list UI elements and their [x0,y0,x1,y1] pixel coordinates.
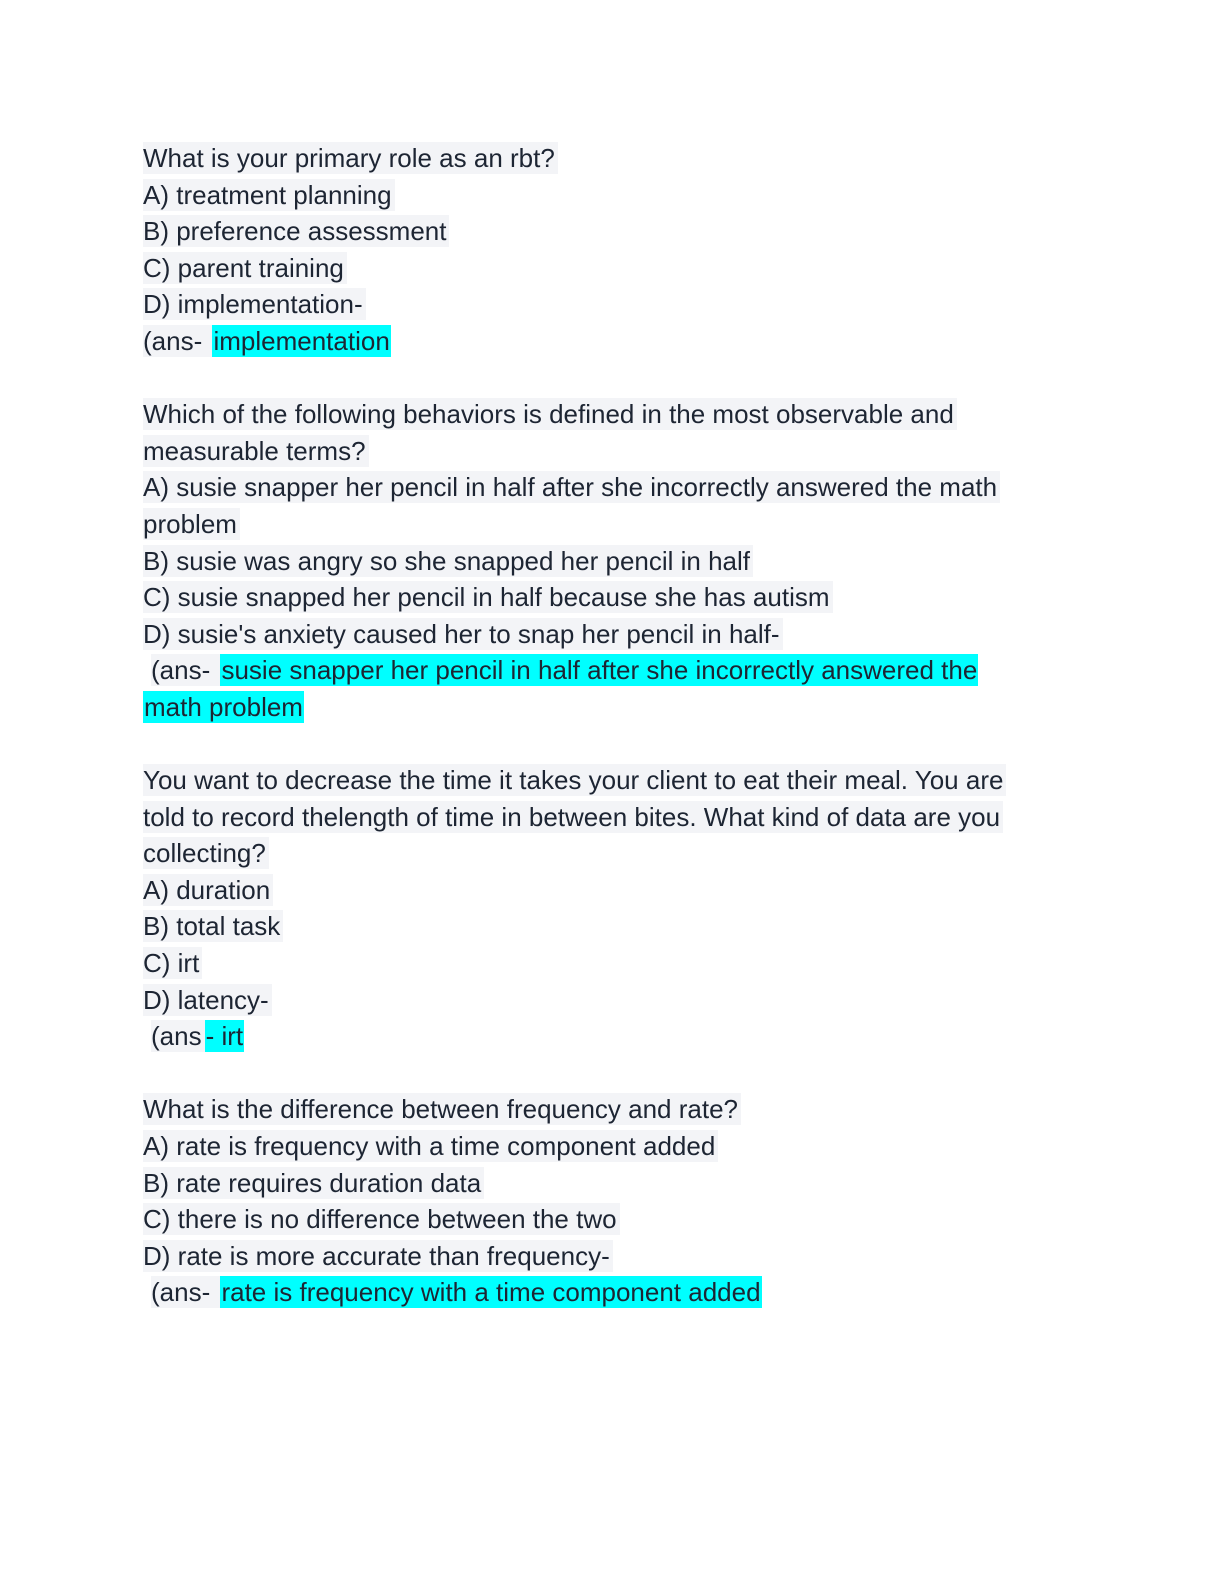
question-block-4 [143,1091,1083,1311]
option-c: C) there is no difference between the two [143,1201,1083,1238]
option-b: B) total task [143,908,1083,945]
question-text: What is the difference between frequency and rate? [143,1091,1083,1128]
option-c: C) susie snapped her pencil in half because she has autism [143,579,1083,616]
answer-highlight: implementation [213,325,390,356]
question-text: told to record thelength of time in between bites. What kind of data are you [143,799,1083,836]
question-block-3 [143,762,1083,1055]
answer-highlight: - irt [205,1021,244,1052]
option-a: A) susie snapper her pencil in half after she incorrectly answered the math [143,469,1083,506]
answer-prefix: (ans [151,1020,205,1052]
question-text: collecting? [143,835,1083,872]
question-text: measurable terms? [143,433,1083,470]
question-text: You want to decrease the time it takes your client to eat their meal. You are [143,762,1083,799]
answer-prefix: (ans- [151,1276,220,1308]
question-block-1 [143,140,1083,360]
answer-highlight: math problem [144,691,303,722]
answer-line-continued [143,689,1083,726]
option-d: D) implementation- [143,286,1083,323]
answer-line [143,652,1083,689]
option-a-continued: problem [143,506,1083,543]
option-b: B) rate requires duration data [143,1165,1083,1202]
option-d: D) latency- [143,982,1083,1019]
document-page [143,140,1083,1311]
option-b: B) preference assessment [143,213,1083,250]
answer-prefix: (ans- [151,654,220,686]
answer-prefix: (ans- [143,325,212,357]
question-block-2 [143,396,1083,725]
option-d: D) rate is more accurate than frequency- [143,1238,1083,1275]
option-c: C) parent training [143,250,1083,287]
option-a: A) duration [143,872,1083,909]
option-b: B) susie was angry so she snapped her pencil in half [143,543,1083,580]
spacer [143,726,1083,763]
spacer [143,360,1083,397]
answer-highlight: susie snapper her pencil in half after she incorrectly answered the [221,655,978,686]
question-text: What is your primary role as an rbt? [143,140,1083,177]
option-a: A) treatment planning [143,177,1083,214]
question-text: Which of the following behaviors is defined in the most observable and [143,396,1083,433]
answer-line [143,1274,1083,1311]
option-d: D) susie's anxiety caused her to snap her pencil in half- [143,616,1083,653]
answer-line [143,1018,1083,1055]
option-a: A) rate is frequency with a time component added [143,1128,1083,1165]
spacer [143,1055,1083,1092]
answer-line [143,323,1083,360]
option-c: C) irt [143,945,1083,982]
answer-highlight: rate is frequency with a time component added [221,1277,761,1308]
